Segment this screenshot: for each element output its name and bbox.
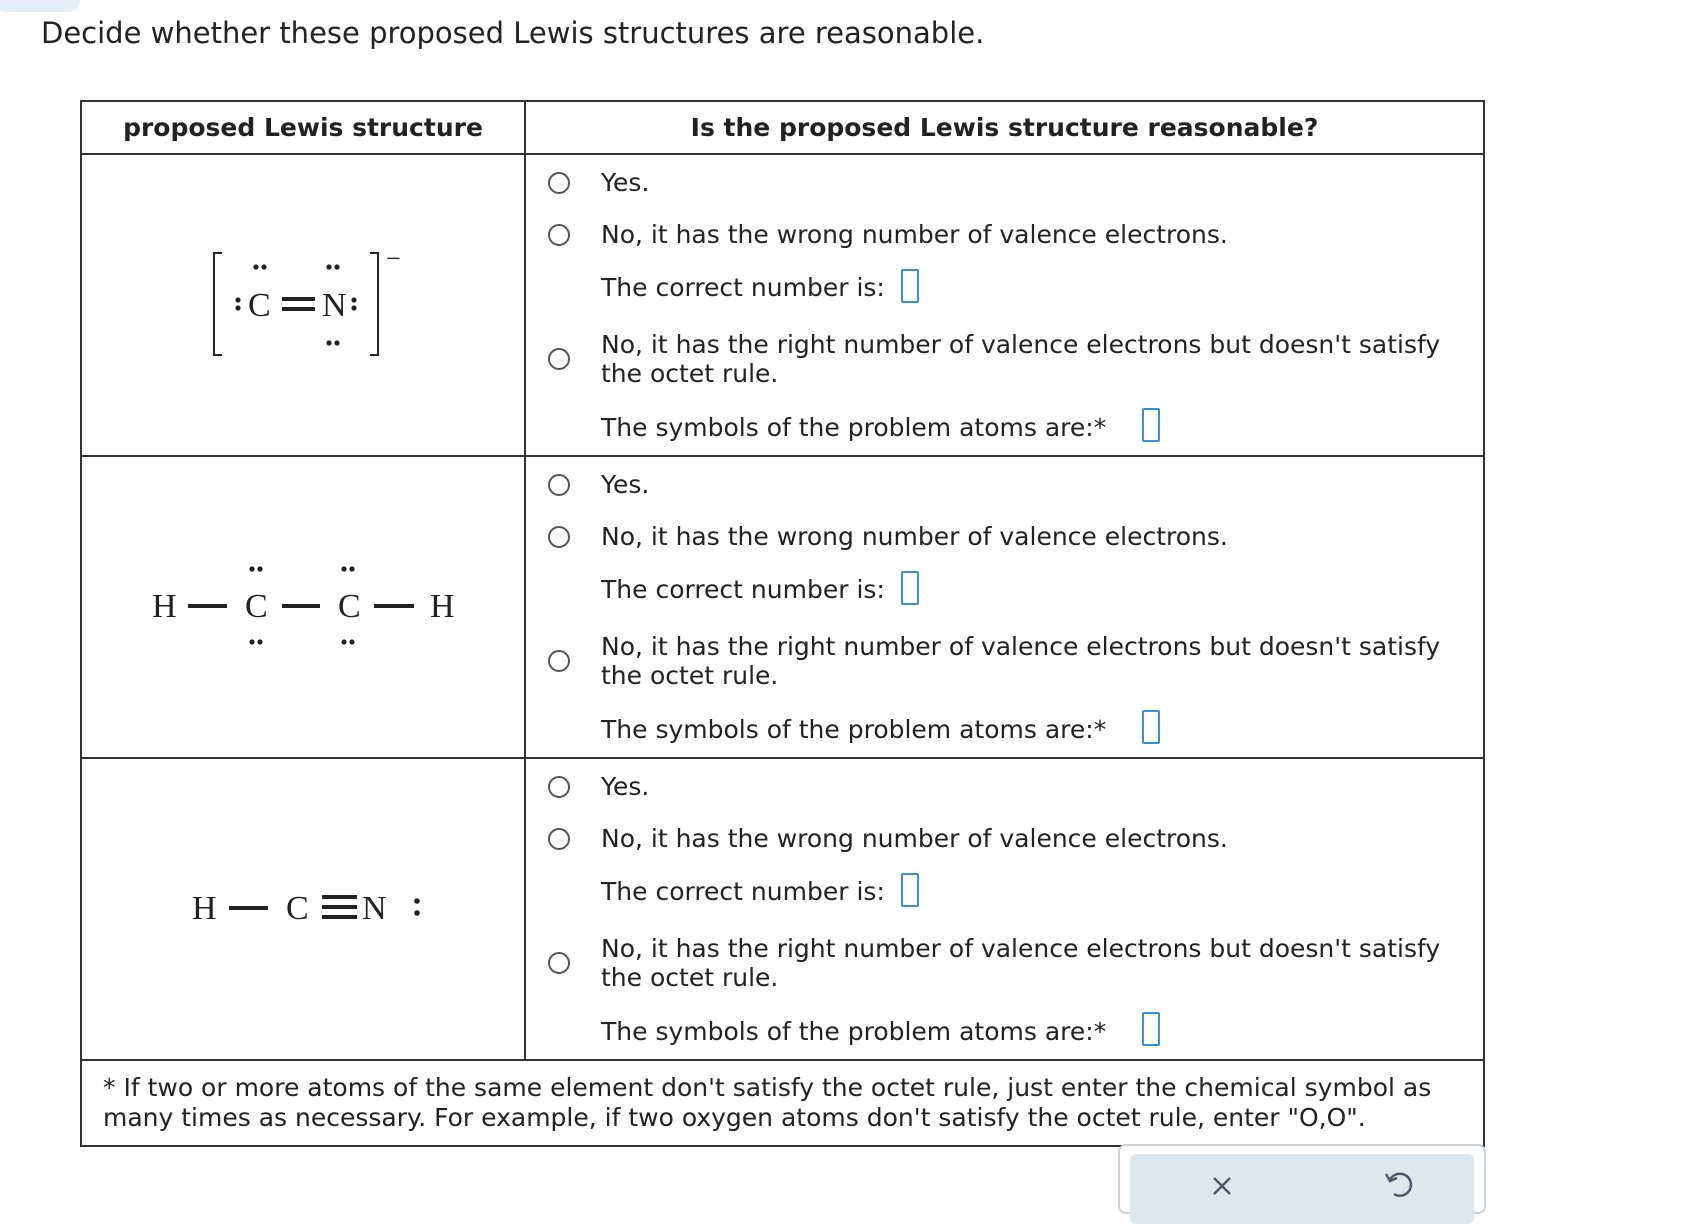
atom-label: H xyxy=(192,890,217,927)
correct-number-input[interactable] xyxy=(901,269,919,303)
footnote: * If two or more atoms of the same element don't satisfy the octet rule, just enter the chemical symbol as many times as necessary. For example, if two oxygen atoms don't satisfy the octet rule, enter "O,O". xyxy=(81,1060,1484,1146)
lone-pair-dot xyxy=(261,264,266,269)
option-wrong-valence-label: No, it has the wrong number of valence electrons. xyxy=(601,220,1228,249)
radio-yes[interactable] xyxy=(548,474,570,496)
lone-pair-dot xyxy=(257,639,262,644)
atom-label: C xyxy=(245,588,268,625)
atom-label: H xyxy=(430,588,455,625)
radio-yes[interactable] xyxy=(548,172,570,194)
problem-atoms-label: The symbols of the problem atoms are:* xyxy=(601,413,1107,442)
lewis-structure-hcch xyxy=(82,457,526,757)
atom-label: C xyxy=(286,890,309,927)
problem-atoms-input[interactable] xyxy=(1142,1012,1160,1046)
atom-label: N xyxy=(322,287,347,324)
correct-number-label: The correct number is: xyxy=(601,575,885,604)
structure-cell xyxy=(81,154,525,456)
options-cell xyxy=(525,758,1484,1060)
option-octet-label: No, it has the right number of valence electrons but doesn't satisfy the octet rule. xyxy=(601,330,1441,388)
table-row xyxy=(81,758,1484,1060)
problem-atoms-label: The symbols of the problem atoms are:* xyxy=(601,715,1107,744)
option-wrong-valence-label: No, it has the wrong number of valence electrons. xyxy=(601,522,1228,551)
header-reasonable: Is the proposed Lewis structure reasonable? xyxy=(525,101,1484,154)
left-bracket xyxy=(214,253,222,355)
lone-pair-dot xyxy=(334,264,339,269)
top-tab xyxy=(0,0,80,12)
correct-number-label: The correct number is: xyxy=(601,273,885,302)
lone-pair-dot xyxy=(253,264,258,269)
lone-pair-dot xyxy=(235,297,240,302)
radio-octet[interactable] xyxy=(548,348,570,370)
lone-pair-dot xyxy=(414,910,420,916)
problem-atoms-input[interactable] xyxy=(1142,408,1160,442)
radio-octet[interactable] xyxy=(548,952,570,974)
lone-pair-dot xyxy=(341,639,346,644)
undo-icon[interactable] xyxy=(1368,1158,1428,1198)
question-prompt: Decide whether these proposed Lewis structures are reasonable. xyxy=(41,16,985,50)
options-cell xyxy=(525,154,1484,456)
x-icon[interactable] xyxy=(1192,1158,1252,1198)
lone-pair-dot xyxy=(349,566,354,571)
option-octet-label: No, it has the right number of valence electrons but doesn't satisfy the octet rule. xyxy=(601,934,1441,992)
header-structure: proposed Lewis structure xyxy=(81,101,525,154)
lone-pair-dot xyxy=(257,566,262,571)
lone-pair-dot xyxy=(249,566,254,571)
lone-pair-dot xyxy=(334,340,339,345)
atom-label: N xyxy=(362,890,387,927)
radio-wrong-valence[interactable] xyxy=(548,224,570,246)
lewis-structure-cyanide xyxy=(82,155,526,455)
radio-wrong-valence[interactable] xyxy=(548,828,570,850)
radio-octet[interactable] xyxy=(548,650,570,672)
option-yes-label: Yes. xyxy=(601,470,650,499)
lone-pair-dot xyxy=(235,305,240,310)
problem-atoms-input[interactable] xyxy=(1142,710,1160,744)
answer-toolbar xyxy=(1118,1144,1486,1214)
atom-label: H xyxy=(152,588,177,625)
charge-label: − xyxy=(386,244,401,273)
lone-pair-dot xyxy=(326,264,331,269)
radio-wrong-valence[interactable] xyxy=(548,526,570,548)
correct-number-input[interactable] xyxy=(901,571,919,605)
lone-pair-dot xyxy=(249,639,254,644)
atom-label: C xyxy=(338,588,361,625)
lone-pair-dot xyxy=(341,566,346,571)
option-yes-label: Yes. xyxy=(601,772,650,801)
correct-number-input[interactable] xyxy=(901,873,919,907)
structure-cell xyxy=(81,456,525,758)
option-octet-label: No, it has the right number of valence electrons but doesn't satisfy the octet rule. xyxy=(601,632,1441,690)
correct-number-label: The correct number is: xyxy=(601,877,885,906)
table-row xyxy=(81,456,1484,758)
right-bracket xyxy=(370,253,378,355)
lewis-structure-hcn xyxy=(82,759,526,1059)
lewis-table xyxy=(80,100,1485,1147)
structure-cell xyxy=(81,758,525,1060)
atom-label: C xyxy=(248,287,271,324)
lone-pair-dot xyxy=(351,297,356,302)
option-wrong-valence-label: No, it has the wrong number of valence electrons. xyxy=(601,824,1228,853)
toolbar-inner xyxy=(1130,1154,1474,1224)
options-cell xyxy=(525,456,1484,758)
radio-yes[interactable] xyxy=(548,776,570,798)
problem-atoms-label: The symbols of the problem atoms are:* xyxy=(601,1017,1107,1046)
option-yes-label: Yes. xyxy=(601,168,650,197)
table-row xyxy=(81,154,1484,456)
lone-pair-dot xyxy=(351,305,356,310)
lone-pair-dot xyxy=(326,340,331,345)
lone-pair-dot xyxy=(414,898,420,904)
lone-pair-dot xyxy=(349,639,354,644)
